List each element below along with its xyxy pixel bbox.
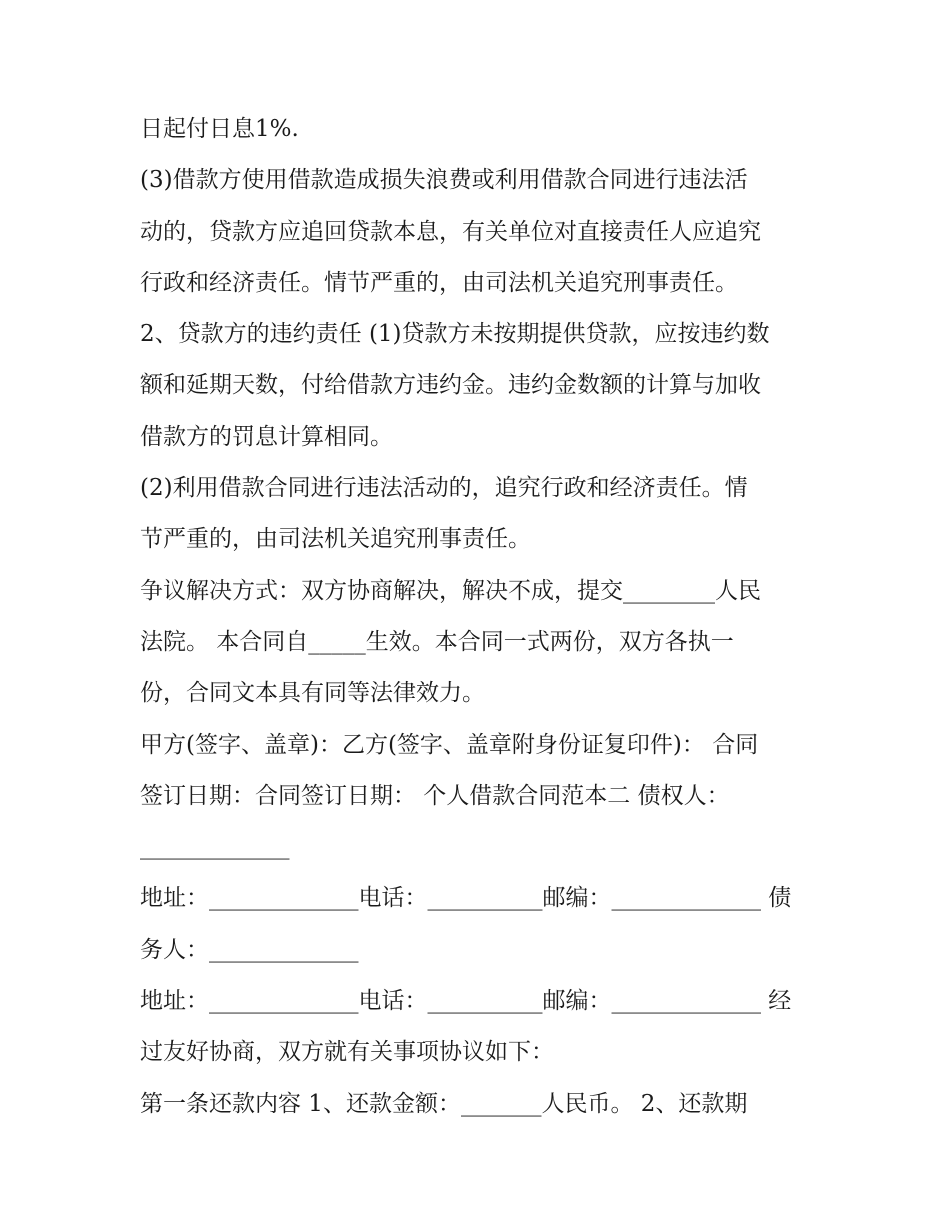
text-line: 地址：_____________电话：__________邮编：_____________ 债 bbox=[140, 885, 792, 912]
text-line: 额和延期天数，付给借款方违约金。违约金数额的计算与加收 bbox=[140, 372, 761, 399]
text-line: 第一条还款内容 1、还款金额：_______人民币。 2、还款期 bbox=[140, 1090, 748, 1117]
text-line: 日起付日息1%. bbox=[140, 116, 299, 142]
text-line: 争议解决方式：双方协商解决，解决不成，提交________人民 bbox=[140, 577, 761, 604]
text-line: 地址：_____________电话：__________邮编：_____________ 经 bbox=[140, 988, 792, 1015]
text-line: _____________ bbox=[140, 834, 290, 861]
text-line: 份，合同文本具有同等法律效力。 bbox=[140, 680, 485, 707]
text-line: (3)借款方使用借款造成损失浪费或利用借款合同进行违法活 bbox=[140, 167, 748, 194]
text-line: 甲方(签字、盖章)：乙方(签字、盖章附身份证复印件)： 合同 bbox=[140, 731, 759, 758]
text-line: 动的，贷款方应追回贷款本息，有关单位对直接责任人应追究 bbox=[140, 218, 761, 245]
text-line: 过友好协商，双方就有关事项协议如下： bbox=[140, 1039, 554, 1066]
text-line: 2、贷款方的违约责任 (1)贷款方未按期提供贷款，应按违约数 bbox=[140, 321, 770, 348]
document-body bbox=[140, 104, 820, 1130]
text-line: 借款方的罚息计算相同。 bbox=[140, 423, 393, 450]
text-line: 节严重的，由司法机关追究刑事责任。 bbox=[140, 526, 531, 553]
text-line: 务人：_____________ bbox=[140, 936, 359, 963]
text-line: 签订日期：合同签订日期： 个人借款合同范本二 债权人： bbox=[140, 782, 730, 809]
text-line: (2)利用借款合同进行违法活动的，追究行政和经济责任。情 bbox=[140, 475, 748, 502]
text-line: 行政和经济责任。情节严重的，由司法机关追究刑事责任。 bbox=[140, 269, 738, 296]
text-line: 法院。 本合同自_____生效。本合同一式两份，双方各执一 bbox=[140, 628, 734, 655]
